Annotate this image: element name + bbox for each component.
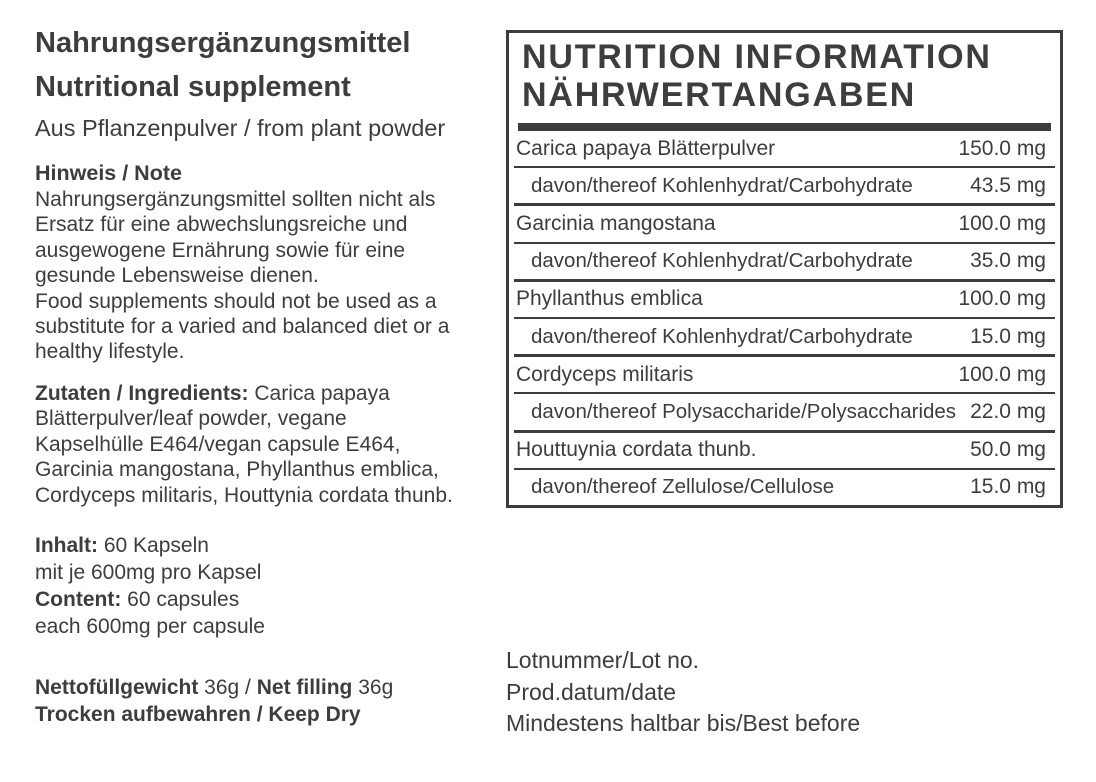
subtitle-plant-powder: Aus Pflanzenpulver / from plant powder	[35, 115, 446, 141]
net-weight-value-de: 36g /	[198, 676, 257, 699]
content-line-en	[35, 586, 265, 613]
content-label-de: Inhalt:	[35, 534, 98, 557]
note-line: Food supplements should not be used as a	[35, 289, 437, 313]
table-row	[514, 430, 1055, 468]
net-weight-line	[35, 674, 393, 701]
nutrition-table-rows	[509, 131, 1060, 505]
row-label: Phyllanthus emblica	[516, 287, 703, 311]
ingredients-line: Blätterpulver/leaf powder, vegane	[35, 407, 347, 431]
note-line: healthy lifestyle.	[35, 340, 185, 364]
note-section	[35, 160, 449, 365]
row-value: 22.0 mg	[970, 400, 1046, 424]
content-label-en: Content:	[35, 588, 122, 611]
best-before-line: Mindestens haltbar bis/Best before	[506, 710, 861, 737]
nutrition-table	[506, 30, 1063, 508]
lot-info-section	[506, 645, 860, 740]
row-label: Cordyceps militaris	[516, 362, 694, 386]
table-row	[514, 354, 1055, 392]
row-label: Carica papaya Blätterpulver	[516, 136, 776, 160]
nutrition-table-header	[509, 33, 1060, 123]
row-label: davon/thereof Kohlenhydrat/Carbohydrate	[531, 324, 913, 348]
row-value: 100.0 mg	[958, 362, 1046, 386]
row-value: 100.0 mg	[958, 287, 1046, 311]
content-value-de: 60 Kapseln	[98, 534, 209, 557]
header-divider-bar	[518, 123, 1051, 131]
content-line-en2: each 600mg per capsule	[35, 615, 265, 638]
net-weight-label-en: Net filling	[256, 676, 353, 699]
row-label: davon/thereof Kohlenhydrat/Carbohydrate	[531, 173, 913, 197]
title-english: Nutritional supplement	[35, 71, 351, 103]
left-column	[35, 0, 505, 782]
table-row	[514, 468, 1055, 505]
title-german: Nahrungsergänzungsmittel	[35, 27, 411, 59]
note-line: Ersatz für eine abwechslungsreiche und	[35, 213, 408, 237]
nutrition-table-title-de: NÄHRWERTANGABEN	[522, 76, 917, 114]
row-label: davon/thereof Zellulose/Cellulose	[531, 475, 835, 499]
production-date-line: Prod.datum/date	[506, 678, 677, 705]
row-value: 43.5 mg	[970, 173, 1046, 197]
row-label: Garcinia mangostana	[516, 212, 716, 235]
row-value: 100.0 mg	[958, 212, 1046, 235]
ingredients-section	[35, 381, 453, 508]
row-value: 150.0 mg	[958, 136, 1046, 160]
storage-line: Trocken aufbewahren / Keep Dry	[35, 703, 361, 726]
ingredients-line	[35, 381, 453, 406]
note-heading: Hinweis / Note	[35, 161, 182, 185]
content-section	[35, 532, 265, 640]
note-line: ausgewogene Ernährung sowie für eine	[35, 238, 406, 262]
table-row	[514, 392, 1055, 429]
content-value-en: 60 capsules	[121, 588, 240, 611]
net-weight-value-en: 36g	[352, 676, 394, 699]
ingredients-line: Cordyceps militaris, Houttynia cordata thunb.	[35, 483, 453, 507]
note-line: Nahrungsergänzungsmittel sollten nicht als	[35, 188, 436, 211]
net-weight-section	[35, 674, 393, 728]
table-row	[514, 279, 1055, 317]
row-value: 50.0 mg	[970, 438, 1046, 462]
ingredients-line: Kapselhülle E464/vegan capsule E464,	[35, 432, 401, 456]
table-row	[514, 166, 1055, 203]
net-weight-label-de: Nettofüllgewicht	[35, 676, 199, 699]
row-value: 35.0 mg	[970, 249, 1046, 273]
row-value: 15.0 mg	[970, 475, 1046, 499]
table-row	[514, 242, 1055, 279]
content-line-de2: mit je 600mg pro Kapsel	[35, 561, 262, 584]
table-row	[514, 131, 1055, 166]
note-line: gesunde Lebensweise dienen.	[35, 264, 319, 288]
content-line-de	[35, 532, 265, 559]
ingredients-text: Carica papaya	[248, 382, 390, 405]
row-value: 15.0 mg	[970, 324, 1046, 348]
nutrition-table-title-en: NUTRITION INFORMATION	[522, 38, 992, 76]
row-label: Houttuynia cordata thunb.	[516, 438, 757, 462]
ingredients-label: Zutaten / Ingredients:	[35, 382, 249, 405]
note-line: substitute for a varied and balanced diet or a	[35, 315, 450, 339]
table-row	[514, 317, 1055, 354]
ingredients-line: Garcinia mangostana, Phyllanthus emblica,	[35, 458, 439, 482]
table-row	[514, 203, 1055, 241]
row-label: davon/thereof Polysaccharide/Polysaccharides	[531, 400, 957, 424]
row-label: davon/thereof Kohlenhydrat/Carbohydrate	[531, 249, 913, 273]
lot-number-line: Lotnummer/Lot no.	[506, 647, 700, 673]
